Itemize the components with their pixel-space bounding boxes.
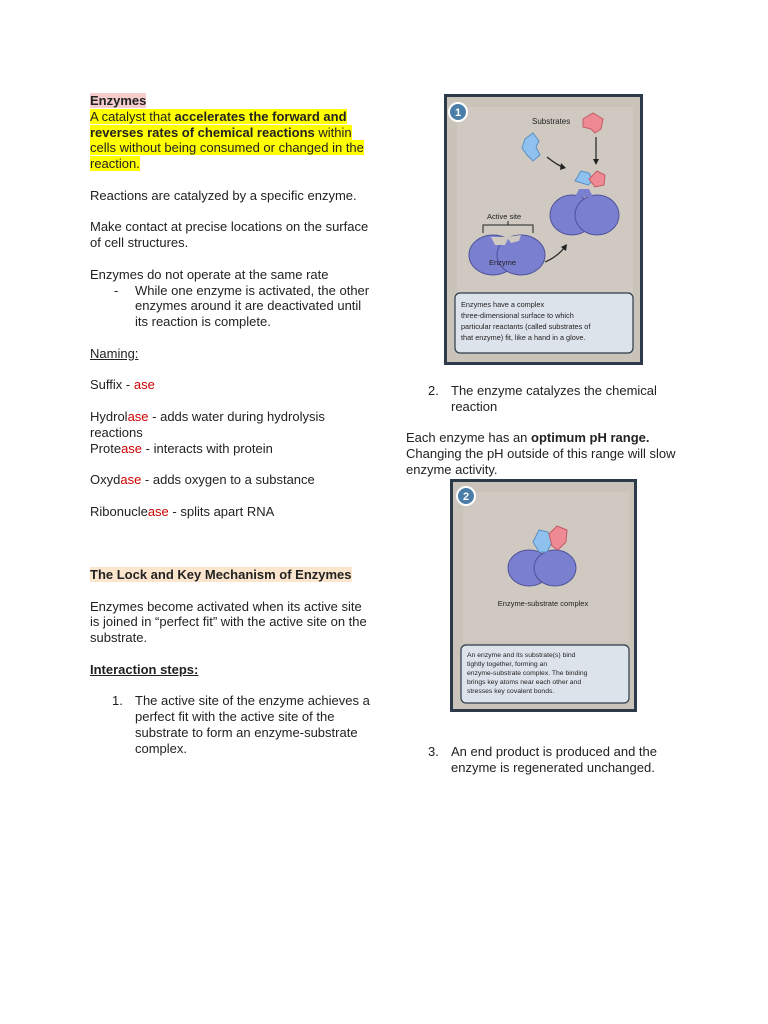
ribonuclease-line: Ribonuclease - splits apart RNA	[90, 503, 275, 519]
figure-2	[450, 479, 637, 712]
interaction-steps-heading: Interaction steps:	[90, 661, 199, 677]
right-column-upper	[406, 383, 696, 478]
active-site-label: Active site	[487, 212, 522, 221]
step-3-number: 3.	[428, 744, 439, 759]
figure-1-caption: Enzymes have a complex three-dimensional surface to which particular reactants (called substrates of that enzyme) fit, like a hand in a glove.	[461, 300, 591, 342]
badge-2	[457, 487, 475, 505]
bullet-item: - While one enzyme is activated, the other enzymes around it are deactivated until its reaction is complete.	[114, 282, 370, 330]
step-3: 3. An end product is produced and the enzyme is regenerated unchanged.	[428, 744, 657, 775]
figure-2-caption: An enzyme and its substrate(s) bind tightly together, forming an enzyme-substrate complex. The binding brings key atoms near each other and stresses key covalent bonds.	[467, 652, 588, 695]
oxydase-line: Oxydase - adds oxygen to a substance	[90, 472, 315, 488]
enzymes-heading: Enzymes	[90, 93, 147, 108]
enzyme-definition: A catalyst that accelerates the forward and reverses rates of chemical reactions within cells without being consumed or changed in the reaction.	[90, 108, 364, 172]
para-rate: Enzymes do not operate at the same rate	[90, 266, 329, 282]
step-2-number: 2.	[428, 383, 439, 398]
enzyme-bottom	[469, 235, 545, 275]
lock-key-heading: The Lock and Key Mechanism of Enzymes	[90, 566, 352, 582]
naming-heading: Naming:	[90, 345, 139, 361]
svg-text:1: 1	[454, 107, 462, 119]
step-1: 1. The active site of the enzyme achieves a perfect fit with the active site of the substrate to form an enzyme-substrate complex.	[112, 693, 370, 756]
hydrolase-line: Hydrolase - adds water during hydrolysis reactions	[90, 408, 325, 440]
figure-1	[444, 94, 643, 365]
ph-paragraph: Each enzyme has an optimum pH range. Changing the pH outside of this range will slow enzyme activity.	[406, 430, 676, 477]
para-catalyzed: Reactions are catalyzed by a specific enzyme.	[90, 187, 357, 203]
svg-text:2: 2	[462, 491, 470, 503]
bullet-mark: -	[114, 282, 119, 298]
badge-1	[449, 103, 467, 121]
step-2: 2. The enzyme catalyzes the chemical reaction	[428, 383, 657, 414]
suffix-line: Suffix - ase	[90, 377, 155, 393]
right-column-lower	[406, 744, 696, 776]
left-column	[90, 93, 370, 756]
substrates-label: Substrates	[532, 117, 571, 126]
step-1-number: 1.	[112, 693, 123, 709]
lock-key-paragraph: Enzymes become activated when its active site is joined in “perfect fit” with the active site on the substrate.	[90, 598, 367, 646]
enzyme-label: Enzyme	[489, 258, 517, 267]
complex-label: Enzyme-substrate complex	[497, 599, 589, 608]
protease-line: Protease - interacts with protein	[90, 440, 273, 456]
para-contact: Make contact at precise locations on the surface of cell structures.	[90, 219, 369, 251]
